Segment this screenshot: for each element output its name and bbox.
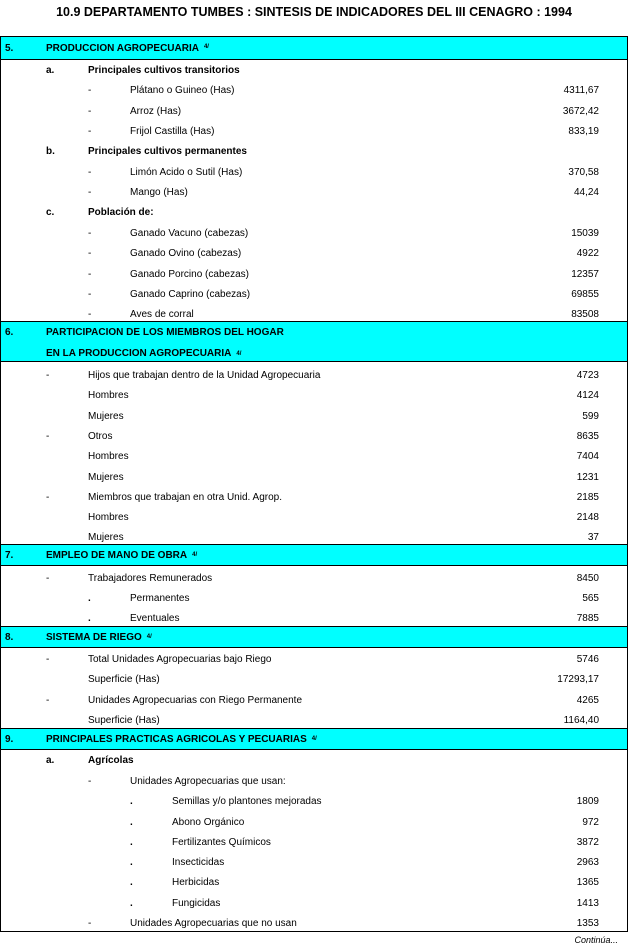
section-8-header — [1, 626, 627, 648]
table-row: - Ganado Porcino (cabezas) 12357 — [88, 269, 599, 280]
table-row: Hombres 2148 — [88, 512, 599, 523]
table-row: - Aves de corral 83508 — [88, 309, 599, 320]
table-row: . Semillas y/o plantones mejoradas 1809 — [130, 796, 599, 807]
section-6-header — [1, 321, 627, 362]
table-row: Mujeres 1231 — [88, 472, 599, 483]
section-title: PRINCIPALES PRACTICAS AGRICOLAS Y PECUARIAS 4/ — [46, 729, 307, 751]
page-title: 10.9 DEPARTAMENTO TUMBES : SINTESIS DE INDICADORES DEL III CENAGRO : 1994 — [56, 5, 572, 19]
indicator-table — [0, 36, 628, 932]
continuation-note: Continúa... — [574, 935, 618, 945]
section-number: 9. — [5, 734, 14, 745]
section-number: 6. — [5, 327, 14, 338]
table-row: Mujeres 37 — [88, 532, 599, 543]
table-row: - Unidades Agropecuarias que no usan 1353 — [88, 918, 599, 929]
table-row: . Fungicidas 1413 — [130, 898, 599, 909]
table-row: - Hijos que trabajan dentro de la Unidad Agropecuaria 4723 — [46, 370, 599, 381]
table-row: Hombres 4124 — [88, 390, 599, 401]
table-row: - Otros 8635 — [46, 431, 599, 442]
table-row: - Plátano o Guineo (Has) 4311,67 — [88, 85, 599, 96]
list-item: b. Principales cultivos permanentes — [46, 146, 247, 157]
table-row: . Abono Orgánico 972 — [130, 817, 599, 828]
footnote-mark: 4/ — [311, 736, 317, 742]
section-9-header — [1, 728, 627, 750]
table-row: . Permanentes 565 — [88, 593, 599, 604]
list-item: c. Población de: — [46, 207, 154, 218]
section-number: 7. — [5, 550, 14, 561]
table-row: - Unidades Agropecuarias con Riego Permanente 4265 — [46, 695, 599, 706]
table-row: - Ganado Ovino (cabezas) 4922 — [88, 248, 599, 259]
section-title: PRODUCCION AGROPECUARIA 4/ — [46, 37, 199, 61]
table-row: . Fertilizantes Químicos 3872 — [130, 837, 599, 848]
table-row: - Limón Acido o Sutil (Has) 370,58 — [88, 167, 599, 178]
table-row: . Eventuales 7885 — [88, 613, 599, 624]
table-row: - Ganado Caprino (cabezas) 69855 — [88, 289, 599, 300]
table-row: - Total Unidades Agropecuarias bajo Riego 5746 — [46, 654, 599, 665]
table-row: - Miembros que trabajan en otra Unid. Agrop. 2185 — [46, 492, 599, 503]
table-row: - Ganado Vacuno (cabezas) 15039 — [88, 228, 599, 239]
table-row: Hombres 7404 — [88, 451, 599, 462]
table-row: - Frijol Castilla (Has) 833,19 — [88, 126, 599, 137]
section-title: EMPLEO DE MANO DE OBRA 4/ — [46, 545, 187, 567]
footnote-mark: 4/ — [192, 552, 198, 558]
table-row: - Arroz (Has) 3672,42 — [88, 106, 599, 117]
table-row: . Insecticidas 2963 — [130, 857, 599, 868]
section-number: 8. — [5, 632, 14, 643]
section-title-line1: PARTICIPACION DE LOS MIEMBROS DEL HOGAR — [46, 327, 284, 338]
section-5-header — [1, 36, 627, 60]
footnote-mark: 4/ — [203, 44, 209, 50]
table-row: - Trabajadores Remunerados 8450 — [46, 573, 599, 584]
section-title: SISTEMA DE RIEGO 4/ — [46, 627, 142, 649]
table-row: - Mango (Has) 44,24 — [88, 187, 599, 198]
section-number: 5. — [5, 43, 14, 54]
table-row: Superficie (Has) 1164,40 — [88, 715, 599, 726]
footnote-mark: 4/ — [236, 351, 242, 357]
table-row: Superficie (Has) 17293,17 — [88, 674, 599, 685]
list-item: a. Principales cultivos transitorios — [46, 65, 240, 76]
list-item: a. Agrícolas — [46, 755, 134, 766]
section-7-header — [1, 544, 627, 566]
list-item: - Unidades Agropecuarias que usan: — [88, 776, 286, 787]
table-row: Mujeres 599 — [88, 411, 599, 422]
table-row: . Herbicidas 1365 — [130, 877, 599, 888]
footnote-mark: 4/ — [146, 634, 152, 640]
section-title-line2: EN LA PRODUCCION AGROPECUARIA 4/ — [46, 344, 231, 364]
